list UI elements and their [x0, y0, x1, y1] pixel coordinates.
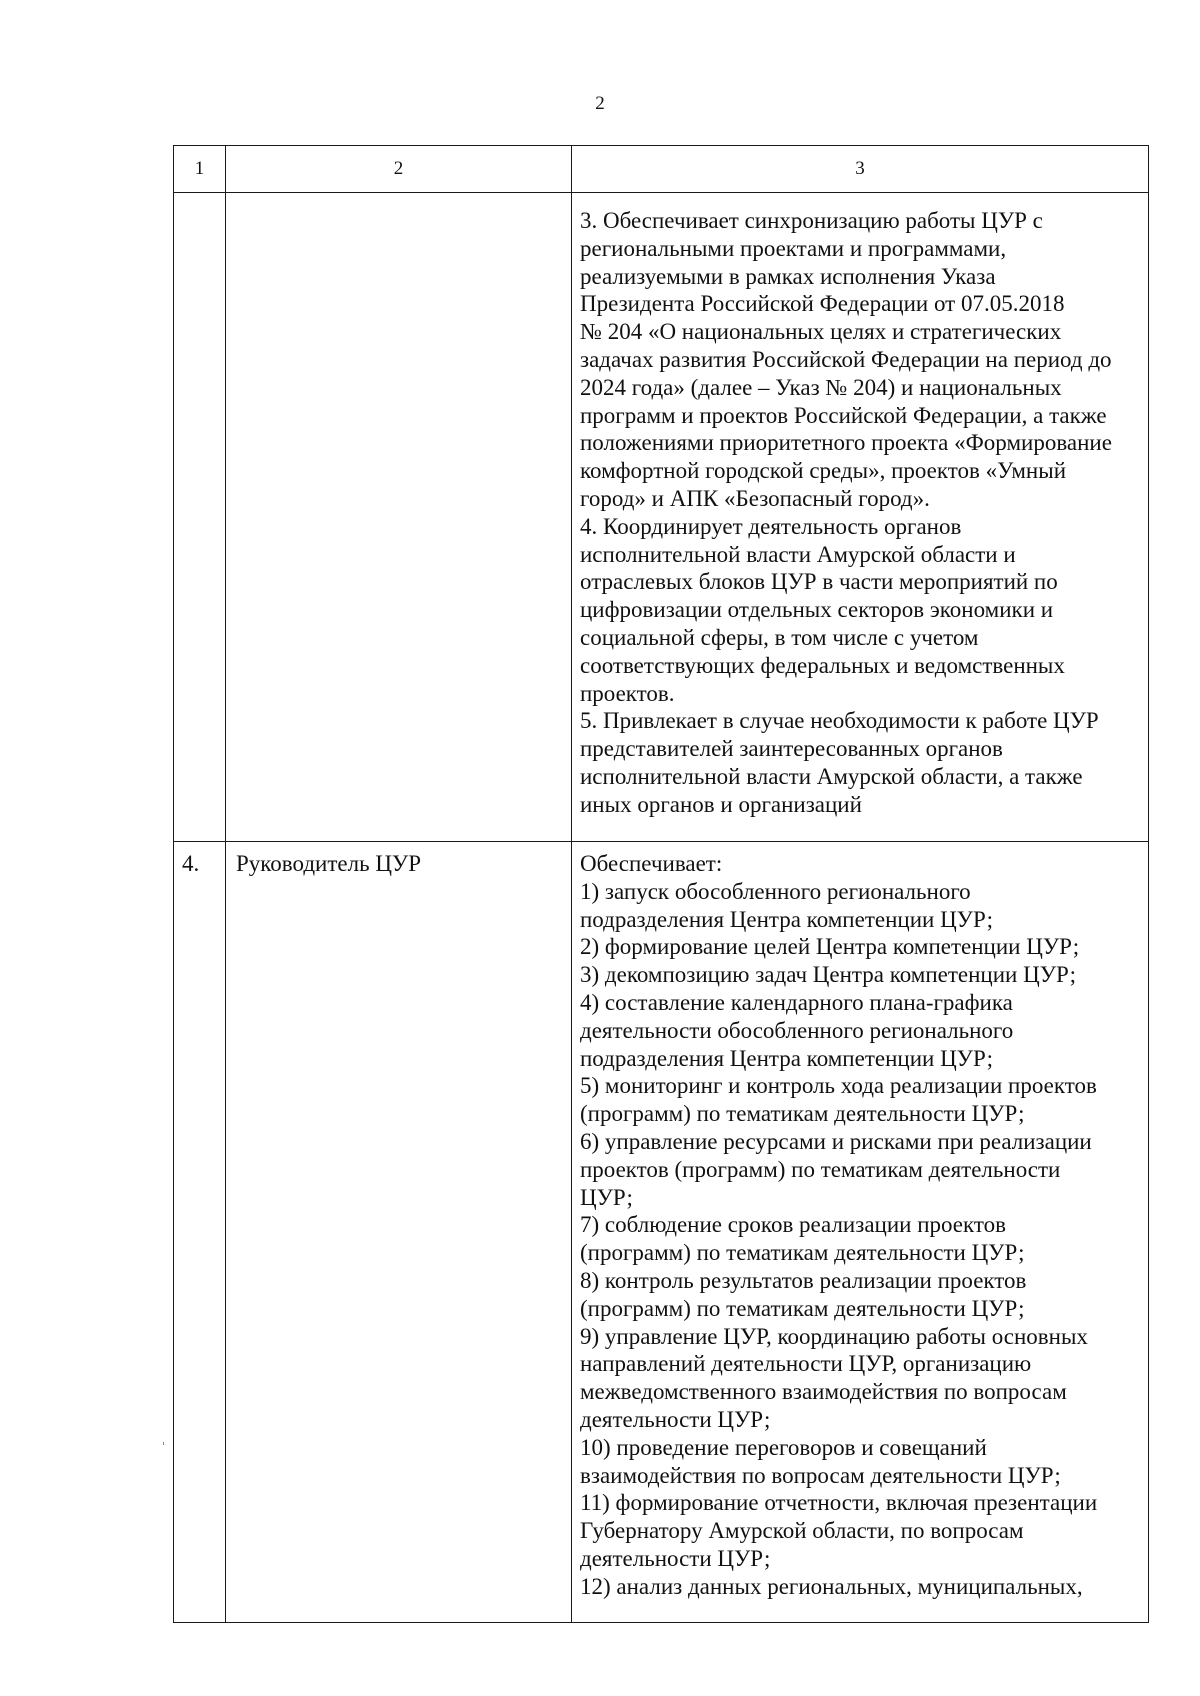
header-col-2: 2 [226, 146, 572, 193]
table-header-row [174, 146, 1149, 193]
row-number-cell: 4. [174, 842, 226, 1623]
duties-line: социальной сферы, в том числе с учетом [580, 624, 979, 650]
duties-text [580, 850, 1144, 1601]
duties-line: 6) управление ресурсами и рисками при реализации [580, 1128, 1092, 1154]
duties-line: соответствующих федеральных и ведомственных [580, 652, 1065, 678]
duties-text [580, 207, 1144, 819]
table-row [174, 193, 1149, 842]
duties-line: 4. Координирует деятельность органов [580, 513, 962, 539]
duties-line: представителей заинтересованных органов [580, 736, 1003, 762]
duties-line: 2) формирование целей Центра компетенции ЦУР; [580, 934, 1080, 960]
responsibilities-table [173, 145, 1149, 1623]
row-duties-cell [572, 842, 1149, 1623]
duties-line: (программ) по тематикам деятельности ЦУР; [580, 1240, 1025, 1266]
duties-line: Обеспечивает: [580, 851, 723, 876]
duties-line: 2024 года» (далее – Указ № 204) и национальных [580, 374, 1062, 400]
duties-line: Президента Российской Федерации от 07.05.2018 [580, 291, 1065, 317]
duties-line: 3. Обеспечивает синхронизацию работы ЦУР с [580, 208, 1043, 233]
table-row [174, 842, 1149, 1623]
duties-line: иных органов и организаций [580, 791, 862, 817]
duties-line: (программ) по тематикам деятельности ЦУР; [580, 1101, 1025, 1127]
duties-line: 7) соблюдение сроков реализации проектов [580, 1212, 1006, 1238]
duties-line: подразделения Центра компетенции ЦУР; [580, 1045, 994, 1071]
duties-line: 5) мониторинг и контроль хода реализации проектов [580, 1073, 1097, 1099]
duties-line: отраслевых блоков ЦУР в части мероприятий по [580, 569, 1058, 595]
scan-speck [163, 1442, 164, 1445]
duties-line: 9) управление ЦУР, координацию работы основных [580, 1323, 1088, 1349]
header-col-1: 1 [174, 146, 226, 193]
duties-line: 3) декомпозицию задач Центра компетенции ЦУР; [580, 962, 1077, 988]
duties-line: № 204 «О национальных целях и стратегических [580, 319, 1062, 345]
row-number-cell [174, 193, 226, 842]
duties-line: (программ) по тематикам деятельности ЦУР; [580, 1295, 1025, 1321]
duties-line: реализуемыми в рамках исполнения Указа [580, 263, 996, 289]
duties-line: деятельности обособленного регионального [580, 1017, 1014, 1043]
duties-line: исполнительной власти Амурской области и [580, 541, 1016, 567]
duties-line: 8) контроль результатов реализации проектов [580, 1267, 1027, 1293]
duties-line: региональными проектами и программами, [580, 235, 1007, 261]
duties-line: задачах развития Российской Федерации на период до [580, 346, 1112, 372]
duties-line: 5. Привлекает в случае необходимости к работе ЦУР [580, 708, 1099, 734]
duties-line: ЦУР; [580, 1184, 633, 1210]
duties-line: цифровизации отдельных секторов экономики и [580, 597, 1054, 623]
duties-line: деятельности ЦУР; [580, 1545, 771, 1571]
duties-line: Губернатору Амурской области, по вопросам [580, 1518, 1024, 1544]
duties-line: 11) формирование отчетности, включая презентации [580, 1490, 1098, 1516]
duties-line: подразделения Центра компетенции ЦУР; [580, 906, 994, 932]
duties-line: комфортной городской среды», проектов «Умный [580, 458, 1066, 484]
duties-line: взаимодействия по вопросам деятельности ЦУР; [580, 1462, 1061, 1488]
duties-line: 4) составление календарного плана-графика [580, 989, 1013, 1015]
duties-line: межведомственного взаимодействия по вопросам [580, 1379, 1067, 1405]
duties-line: исполнительной власти Амурской области, а также [580, 763, 1083, 789]
row-role-cell: Руководитель ЦУР [226, 842, 572, 1623]
duties-line: город» и АПК «Безопасный город». [580, 485, 930, 511]
duties-line: направлений деятельности ЦУР, организацию [580, 1351, 1032, 1377]
duties-line: 10) проведение переговоров и совещаний [580, 1434, 987, 1460]
duties-line: положениями приоритетного проекта «Формирование [580, 430, 1112, 456]
duties-line: 12) анализ данных региональных, муниципальных, [580, 1573, 1083, 1599]
header-col-3: 3 [572, 146, 1149, 193]
page-number: 2 [595, 93, 605, 114]
duties-line: проектов (программ) по тематикам деятельности [580, 1156, 1061, 1182]
row-duties-cell [572, 193, 1149, 842]
duties-line: деятельности ЦУР; [580, 1406, 771, 1432]
duties-line: проектов. [580, 680, 675, 706]
row-role-cell [226, 193, 572, 842]
duties-line: программ и проектов Российской Федерации, а также [580, 402, 1107, 428]
duties-line: 1) запуск обособленного регионального [580, 878, 971, 904]
